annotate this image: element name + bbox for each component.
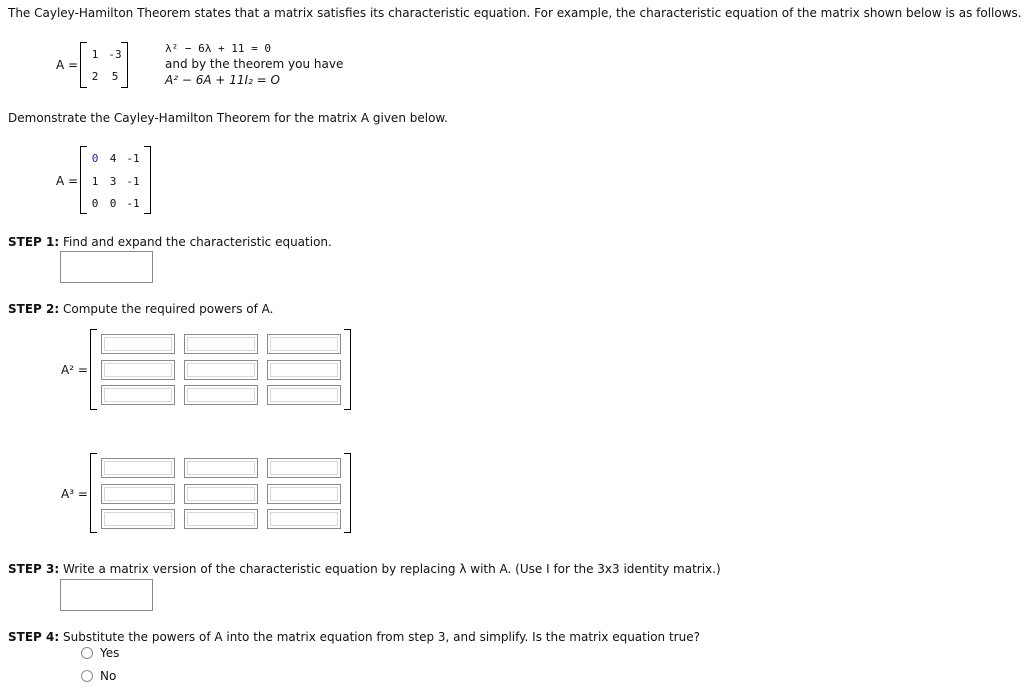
example-right-bracket [121, 42, 128, 88]
given-cell: 1 [91, 175, 99, 188]
a3-right-bracket [344, 453, 351, 533]
step4-heading [8, 630, 700, 644]
a3-cell-input[interactable] [184, 509, 258, 529]
example-left-bracket [80, 42, 87, 88]
a2-label: A² = [61, 363, 88, 377]
given-cell: 4 [109, 152, 117, 165]
given-cell: -1 [126, 152, 140, 165]
step2-text: Compute the required powers of A. [62, 302, 274, 316]
step1-heading [8, 235, 332, 249]
example-theorem-text: and by the theorem you have [165, 57, 344, 71]
example-cell: -3 [108, 48, 122, 61]
a2-cell-input[interactable] [101, 360, 175, 380]
a3-cell-input[interactable] [101, 484, 175, 504]
a3-cell-input[interactable] [267, 484, 341, 504]
step1-answer-input[interactable] [60, 251, 153, 283]
a3-cell-input[interactable] [101, 509, 175, 529]
step3-label: STEP 3: [8, 562, 60, 576]
step3-text: Write a matrix version of the characteristic equation by replacing λ with A. (Use I for the 3x3 identity matrix.) [62, 562, 721, 576]
given-cell: 3 [109, 175, 117, 188]
step2-label: STEP 2: [8, 302, 60, 316]
a3-cell-input[interactable] [267, 458, 341, 478]
example-cell: 2 [91, 70, 99, 83]
example-cell: 5 [111, 70, 119, 83]
a2-cell-input[interactable] [267, 360, 341, 380]
a3-label: A³ = [61, 487, 88, 501]
given-matrix-label: A = [56, 174, 79, 188]
example-cell: 1 [91, 48, 99, 61]
given-left-bracket [80, 146, 87, 214]
a2-cell-input[interactable] [267, 385, 341, 405]
a3-cell-input[interactable] [184, 458, 258, 478]
no-radio[interactable] [81, 670, 93, 682]
given-cell: -1 [126, 175, 140, 188]
yes-radio[interactable] [81, 647, 93, 659]
example-matrix-label: A = [56, 58, 79, 72]
yes-option-label[interactable]: Yes [100, 646, 120, 660]
step1-label: STEP 1: [8, 235, 60, 249]
step3-answer-input[interactable] [60, 579, 153, 611]
a2-cell-input[interactable] [184, 385, 258, 405]
given-cell: 0 [109, 197, 117, 210]
a3-left-bracket [90, 453, 97, 533]
no-option-label[interactable]: No [100, 669, 117, 683]
step1-text: Find and expand the characteristic equation. [62, 235, 332, 249]
a2-cell-input[interactable] [184, 360, 258, 380]
a2-cell-input[interactable] [267, 334, 341, 354]
a3-cell-input[interactable] [267, 509, 341, 529]
given-cell: 0 [91, 152, 99, 165]
a2-cell-input[interactable] [101, 385, 175, 405]
a3-cell-input[interactable] [101, 458, 175, 478]
intro-text: The Cayley-Hamilton Theorem states that a matrix satisfies its characteristic equation. For example, the characteristic equation of the matrix shown below is as follows. [8, 6, 1022, 20]
given-cell: -1 [126, 197, 140, 210]
a2-cell-input[interactable] [184, 334, 258, 354]
given-cell: 0 [91, 197, 99, 210]
a2-cell-input[interactable] [101, 334, 175, 354]
step2-heading [8, 302, 273, 316]
step3-heading [8, 562, 721, 576]
a3-cell-input[interactable] [184, 484, 258, 504]
step4-label: STEP 4: [8, 630, 60, 644]
a2-left-bracket [90, 329, 97, 410]
example-char-eq: λ² − 6λ + 11 = 0 [165, 42, 271, 55]
a2-right-bracket [344, 329, 351, 410]
step4-text: Substitute the powers of A into the matrix equation from step 3, and simplify. Is the matrix equation true? [62, 630, 700, 644]
example-matrix-eq: A² − 6A + 11I₂ = O [165, 73, 280, 87]
given-right-bracket [144, 146, 151, 214]
demonstrate-text: Demonstrate the Cayley-Hamilton Theorem for the matrix A given below. [8, 111, 448, 125]
